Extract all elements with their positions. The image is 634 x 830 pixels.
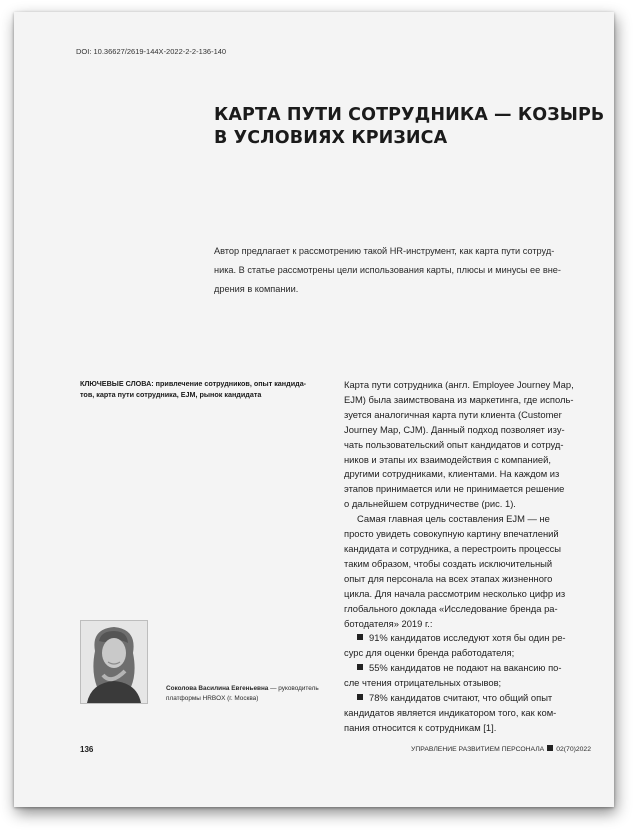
- body-line: опыт для персонала на всех этапах жизненного: [344, 572, 553, 584]
- body-line: этапов принимается или не принимается решение: [344, 483, 565, 495]
- body-line: чать пользовательский опыт кандидатов и сотруд-: [344, 438, 564, 450]
- body-line: ботодателя» 2019 г.:: [344, 617, 433, 629]
- author-name: Соколова Василина Евгеньевна: [166, 685, 269, 692]
- page-number: 136: [80, 745, 94, 754]
- author-info: [166, 684, 336, 704]
- body-line: о дальнейшем сотрудничестве (рис. 1).: [344, 498, 516, 510]
- bullet-item: [344, 661, 609, 676]
- body-line: EJM) была заимствована из маркетинга, где исполь-: [344, 393, 574, 405]
- bullet-text: 91% кандидатов исследуют хотя бы один ре-: [369, 632, 566, 644]
- footer-square-icon: [547, 745, 553, 751]
- bullet-item: [344, 691, 609, 706]
- author-portrait-image: [81, 621, 147, 703]
- body-text-column: [344, 378, 609, 736]
- article-page: [14, 12, 614, 807]
- abstract-line: Автор предлагает к рассмотрению такой HR-инструмент, как карта пути сотруд-: [214, 246, 555, 256]
- body-line: ников и этапы их взаимодействия с компанией,: [344, 453, 551, 465]
- article-title: [214, 104, 605, 150]
- journal-footer: [411, 745, 591, 753]
- keywords-line: КЛЮЧЕВЫЕ СЛОВА: привлечение сотрудников, опыт кандида-: [80, 379, 307, 388]
- bullet-square-icon: [357, 694, 363, 700]
- title-line: КАРТА ПУТИ СОТРУДНИКА — КОЗЫРЬ: [214, 105, 605, 125]
- abstract-line: дрения в компании.: [214, 284, 299, 294]
- body-line: зуется аналогичная карта пути клиента (Customer: [344, 408, 562, 420]
- body-line: Карта пути сотрудника (англ. Employee Journey Map,: [344, 379, 574, 390]
- bullet-text: 55% кандидатов не подают на вакансию по-: [369, 662, 562, 674]
- keywords-line: тов, карта пути сотрудника, EJM, рынок кандидата: [80, 389, 262, 399]
- keywords: [80, 379, 320, 400]
- bullet-item: [344, 631, 609, 646]
- author-photo: [80, 620, 148, 704]
- body-line: глобального доклада «Исследование бренда ра-: [344, 602, 558, 614]
- body-line: сурс для оценки бренда работодателя;: [344, 647, 515, 659]
- bullet-text: 78% кандидатов считают, что общий опыт: [369, 692, 553, 704]
- body-line: пания относится к сотрудникам [1].: [344, 721, 497, 733]
- author-organization: платформы HRBOX (г. Москва): [166, 695, 259, 702]
- body-line: просто увидеть совокупную картину впечатлений: [344, 528, 559, 540]
- body-line: кандидатов является индикатором того, как ком-: [344, 706, 557, 718]
- body-line: сле чтения отрицательных отзывов;: [344, 677, 502, 689]
- abstract: [214, 242, 594, 299]
- title-line: В УСЛОВИЯХ КРИЗИСА: [214, 128, 448, 148]
- body-line: таким образом, чтобы создать исключительный: [344, 557, 553, 569]
- journal-issue: 02(70)2022: [556, 746, 591, 753]
- body-line: цикла. Для начала рассмотрим несколько цифр из: [344, 587, 566, 599]
- doi-line: DOI: 10.36627/2619-144X-2022-2-2-136-140: [76, 47, 227, 56]
- bullet-square-icon: [357, 634, 363, 640]
- body-line: Journey Map, CJM). Данный подход позволяет изу-: [344, 423, 565, 435]
- author-role: — руководитель: [268, 685, 319, 692]
- body-line: кандидата и сотрудника, а перестроить процессы: [344, 542, 561, 554]
- journal-name: УПРАВЛЕНИЕ РАЗВИТИЕМ ПЕРСОНАЛА: [411, 746, 545, 753]
- body-line: Самая главная цель составления EJM — не: [357, 513, 550, 525]
- bullet-square-icon: [357, 664, 363, 670]
- body-line: другими сотрудниками, клиентами. На каждом из: [344, 468, 560, 480]
- abstract-line: ника. В статье рассмотрены цели использования карты, плюсы и минусы ее вне-: [214, 265, 561, 275]
